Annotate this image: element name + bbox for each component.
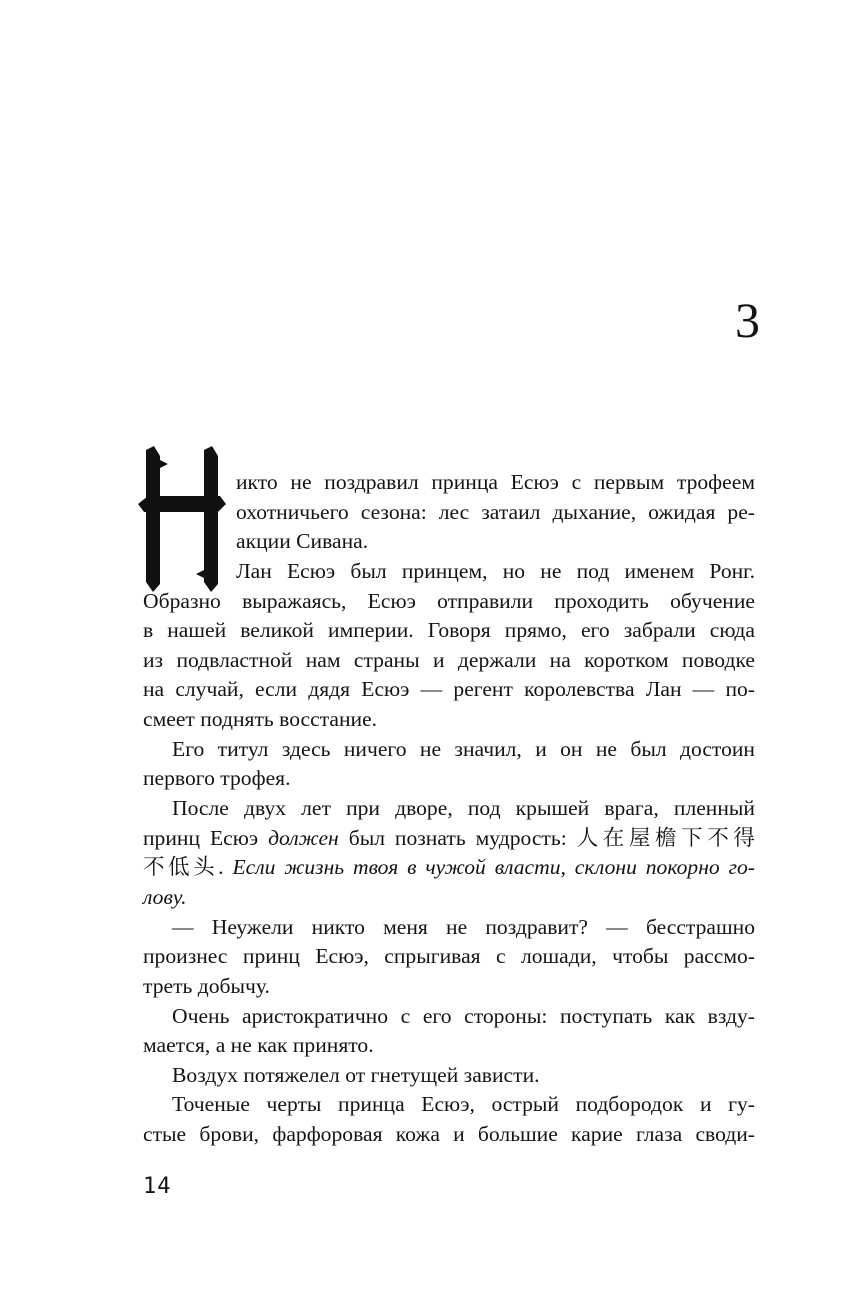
text-line: в нашей великой империи. Говоря прямо, его забрали сюда	[143, 618, 755, 643]
page-number: 14	[143, 1174, 172, 1199]
text-line: Очень аристократично с его стороны: поступать как взду-	[172, 1003, 755, 1028]
text-run: 不低头.	[143, 855, 224, 880]
text-line: на случай, если дядя Есюэ — регент королевства Лан — по-	[143, 677, 755, 702]
text-line: треть добычу.	[143, 973, 270, 998]
body-text	[143, 468, 755, 1150]
text-line: — Неужели никто меня не поздравит? — бесстрашно	[172, 914, 755, 939]
text-run: принц Есюэ	[143, 825, 269, 850]
text-line: Его титул здесь ничего не значил, и он не был достоин	[172, 736, 755, 761]
text-line: Образно выражаясь, Есюэ отправили проходить обучение	[143, 588, 755, 613]
text-line	[143, 824, 755, 854]
text-line: Воздух потяжелел от гнетущей зависти.	[172, 1062, 540, 1087]
italic-run: должен	[268, 825, 339, 850]
text-line	[143, 853, 755, 883]
text-line	[143, 883, 755, 913]
text-line: Лан Есюэ был принцем, но не под именем Ронг.	[236, 558, 755, 583]
text-line: охотничьего сезона: лес затаил дыхание, ожидая ре-	[236, 499, 755, 524]
text-line: икто не поздравил принца Есюэ с первым трофеем	[236, 470, 755, 494]
text-line: стые брови, фарфоровая кожа и большие карие глаза своди-	[143, 1122, 755, 1147]
text-line: произнес принц Есюэ, спрыгивая с лошади, чтобы рассмо-	[143, 944, 755, 969]
italic-run: Если жизнь твоя в чужой власти, склони покорно го-	[223, 855, 755, 880]
text-line: мается, а не как принято.	[143, 1033, 374, 1058]
text-line: Точеные черты принца Есюэ, острый подбородок и гу-	[172, 1092, 755, 1117]
italic-run: лову.	[143, 884, 187, 909]
chapter-number: 3	[735, 292, 760, 348]
text-line: первого трофея.	[143, 766, 291, 791]
text-run: был познать мудрость: 人在屋檐下不得	[338, 825, 756, 850]
text-line: из подвластной нам страны и держали на коротком поводке	[143, 647, 755, 672]
text-line: акции Сивана.	[236, 529, 369, 554]
text-line: После двух лет при дворе, под крышей врага, пленный	[172, 796, 755, 821]
text-line: смеет поднять восстание.	[143, 707, 378, 732]
